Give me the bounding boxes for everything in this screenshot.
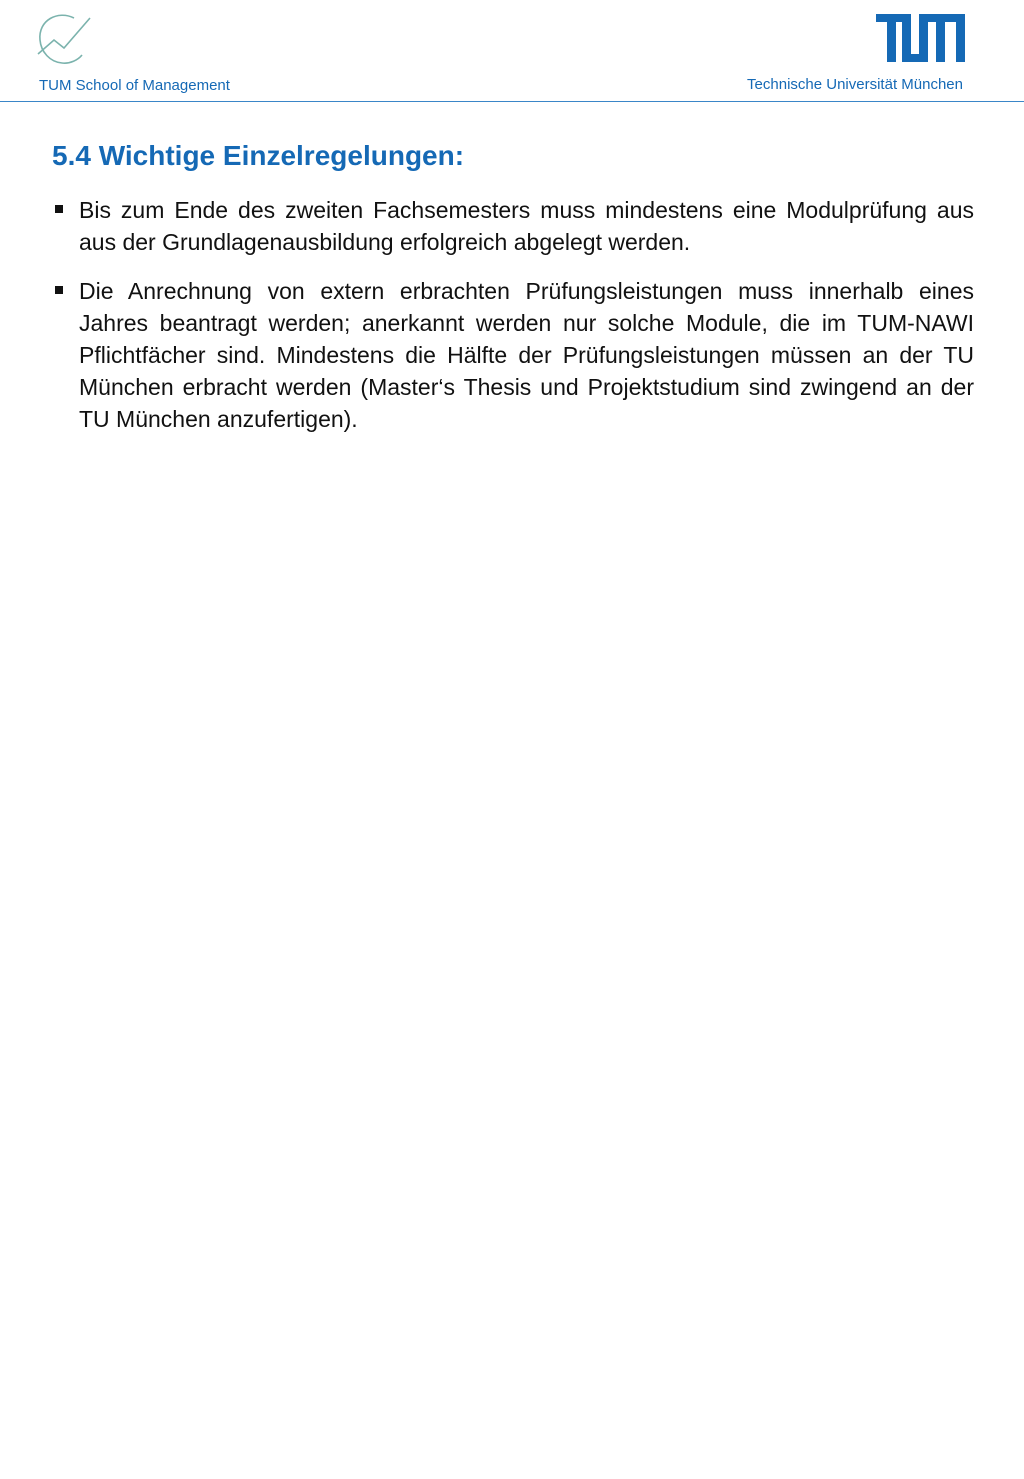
list-item-text: Die Anrechnung von extern erbrachten Prüfungsleistungen muss innerhalb eines Jahres beantragt werden; anerkannt werden nur solche Module, die im TUM-NAWI Pflichtfächer sind. Mindestens die Hälfte der Prüfungsleistungen müssen an der TU München erbracht werden (Master‘s Thesis und Projektstudium sind zwingend an der TU München anzufertigen). [79,278,974,432]
list-item-text: Bis zum Ende des zweiten Fachsemesters muss mindestens eine Modulprüfung aus aus der Grundlagenausbildung erfolgreich abgelegt werden. [79,197,974,255]
header-divider [0,101,1024,102]
main-content [52,136,974,452]
list-item [52,194,974,258]
school-name: TUM School of Management [39,77,230,94]
tum-logo-icon [876,14,965,62]
bullet-square-icon [55,286,63,294]
list-item [52,275,974,435]
university-name: Technische Universität München [747,76,963,93]
bullet-list [52,194,974,435]
page-header [0,0,1024,103]
section-title: 5.4 Wichtige Einzelregelungen: [52,140,465,171]
bullet-square-icon [55,205,63,213]
tum-management-logo-icon [36,12,92,66]
